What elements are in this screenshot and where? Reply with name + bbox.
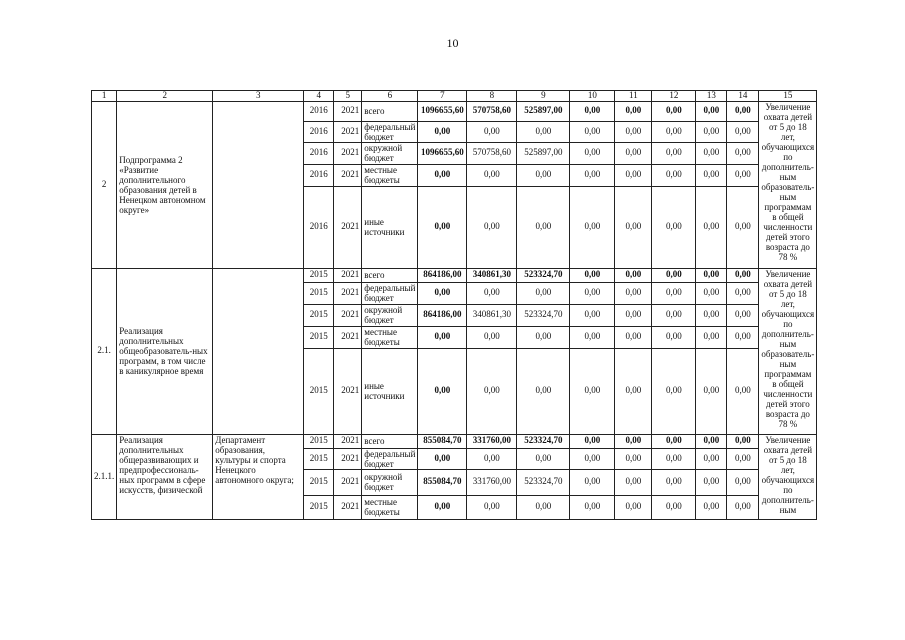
amount-cell: 0,00 [570, 121, 615, 142]
amount-cell: 0,00 [615, 304, 652, 326]
column-number: 6 [362, 91, 418, 102]
amount-cell: 0,00 [570, 282, 615, 304]
executor [213, 101, 304, 268]
funding-source: всего [362, 101, 418, 121]
item-name: Реализация дополнительных общеразвивающих и предпрофессиональ-ных программ в сфере искусств, физической [117, 434, 213, 519]
amount-cell: 0,00 [652, 164, 696, 186]
expected-result: Увеличение охвата детей от 5 до 18 лет, обучающихся по дополнитель-ным образователь-ным программам в общей численности детей этого возраста до 78 % [759, 268, 817, 434]
start-year: 2015 [304, 469, 334, 495]
table-row [92, 101, 817, 121]
start-year: 2015 [304, 448, 334, 469]
funding-source: иные источники [362, 186, 418, 268]
amount-cell: 0,00 [517, 186, 570, 268]
amount-cell: 0,00 [570, 448, 615, 469]
amount-cell: 0,00 [418, 495, 467, 519]
table-row [92, 434, 817, 448]
amount-cell: 0,00 [652, 304, 696, 326]
amount-cell: 0,00 [727, 101, 759, 121]
amount-cell: 0,00 [696, 326, 727, 348]
amount-cell: 0,00 [652, 121, 696, 142]
end-year: 2021 [334, 434, 362, 448]
start-year: 2015 [304, 348, 334, 434]
column-number: 12 [652, 91, 696, 102]
amount-cell: 0,00 [570, 469, 615, 495]
start-year: 2015 [304, 268, 334, 282]
amount-cell: 0,00 [615, 448, 652, 469]
end-year: 2021 [334, 282, 362, 304]
amount-cell: 0,00 [696, 434, 727, 448]
item-name: Подпрограмма 2 «Развитие дополнительного образования детей в Ненецком автономном округе» [117, 101, 213, 268]
funding-source: местные бюджеты [362, 326, 418, 348]
amount-cell: 0,00 [570, 348, 615, 434]
amount-cell: 0,00 [696, 348, 727, 434]
start-year: 2016 [304, 101, 334, 121]
start-year: 2016 [304, 121, 334, 142]
amount-cell: 0,00 [727, 448, 759, 469]
amount-cell: 0,00 [517, 348, 570, 434]
funding-source: окружной бюджет [362, 469, 418, 495]
amount-cell: 0,00 [418, 282, 467, 304]
amount-cell: 0,00 [467, 448, 517, 469]
amount-cell: 0,00 [570, 142, 615, 164]
amount-cell: 570758,60 [467, 142, 517, 164]
amount-cell: 0,00 [517, 121, 570, 142]
amount-cell: 0,00 [727, 326, 759, 348]
amount-cell: 0,00 [517, 326, 570, 348]
amount-cell: 525897,00 [517, 101, 570, 121]
amount-cell: 0,00 [467, 348, 517, 434]
amount-cell: 0,00 [727, 434, 759, 448]
amount-cell: 0,00 [570, 326, 615, 348]
start-year: 2015 [304, 282, 334, 304]
funding-source: федеральный бюджет [362, 448, 418, 469]
amount-cell: 0,00 [696, 164, 727, 186]
amount-cell: 0,00 [652, 142, 696, 164]
amount-cell: 0,00 [727, 348, 759, 434]
funding-source: окружной бюджет [362, 142, 418, 164]
amount-cell: 0,00 [615, 101, 652, 121]
column-number-row [92, 91, 817, 102]
amount-cell: 0,00 [418, 164, 467, 186]
amount-cell: 0,00 [418, 448, 467, 469]
amount-cell: 0,00 [652, 495, 696, 519]
amount-cell: 0,00 [727, 282, 759, 304]
amount-cell: 0,00 [570, 268, 615, 282]
amount-cell: 0,00 [570, 101, 615, 121]
amount-cell: 0,00 [615, 121, 652, 142]
amount-cell: 1096655,60 [418, 142, 467, 164]
amount-cell: 0,00 [467, 495, 517, 519]
amount-cell: 0,00 [615, 268, 652, 282]
amount-cell: 0,00 [418, 121, 467, 142]
amount-cell: 0,00 [467, 326, 517, 348]
column-number: 7 [418, 91, 467, 102]
amount-cell: 0,00 [517, 282, 570, 304]
column-number: 4 [304, 91, 334, 102]
start-year: 2016 [304, 186, 334, 268]
column-number: 1 [92, 91, 117, 102]
end-year: 2021 [334, 448, 362, 469]
amount-cell: 0,00 [696, 304, 727, 326]
amount-cell: 0,00 [696, 469, 727, 495]
amount-cell: 0,00 [652, 282, 696, 304]
start-year: 2015 [304, 326, 334, 348]
amount-cell: 0,00 [517, 495, 570, 519]
end-year: 2021 [334, 348, 362, 434]
amount-cell: 570758,60 [467, 101, 517, 121]
table-row [92, 268, 817, 282]
amount-cell: 0,00 [652, 186, 696, 268]
amount-cell: 855084,70 [418, 434, 467, 448]
amount-cell: 0,00 [570, 164, 615, 186]
item-number: 2.1. [92, 268, 117, 434]
amount-cell: 523324,70 [517, 268, 570, 282]
amount-cell: 0,00 [418, 326, 467, 348]
page-number: 10 [446, 36, 459, 50]
amount-cell: 0,00 [517, 448, 570, 469]
amount-cell: 0,00 [615, 142, 652, 164]
amount-cell: 0,00 [467, 282, 517, 304]
amount-cell: 0,00 [727, 304, 759, 326]
amount-cell: 864186,00 [418, 304, 467, 326]
amount-cell: 0,00 [615, 469, 652, 495]
end-year: 2021 [334, 326, 362, 348]
end-year: 2021 [334, 186, 362, 268]
amount-cell: 0,00 [570, 304, 615, 326]
amount-cell: 0,00 [570, 186, 615, 268]
amount-cell: 331760,00 [467, 469, 517, 495]
amount-cell: 0,00 [727, 495, 759, 519]
amount-cell: 855084,70 [418, 469, 467, 495]
amount-cell: 523324,70 [517, 304, 570, 326]
column-number: 15 [759, 91, 817, 102]
item-name: Реализация дополнительных общеобразователь-ных программ, в том числе в каникулярное время [117, 268, 213, 434]
amount-cell: 0,00 [652, 448, 696, 469]
item-number: 2.1.1. [92, 434, 117, 519]
amount-cell: 0,00 [696, 186, 727, 268]
amount-cell: 0,00 [615, 186, 652, 268]
amount-cell: 523324,70 [517, 469, 570, 495]
end-year: 2021 [334, 142, 362, 164]
start-year: 2015 [304, 495, 334, 519]
executor: Департамент образования, культуры и спорта Ненецкого автономного округа; [213, 434, 304, 519]
amount-cell: 0,00 [615, 282, 652, 304]
amount-cell: 0,00 [696, 282, 727, 304]
amount-cell: 331760,00 [467, 434, 517, 448]
amount-cell: 0,00 [727, 142, 759, 164]
amount-cell: 1096655,60 [418, 101, 467, 121]
amount-cell: 864186,00 [418, 268, 467, 282]
column-number: 13 [696, 91, 727, 102]
amount-cell: 0,00 [727, 186, 759, 268]
funding-source: местные бюджеты [362, 495, 418, 519]
amount-cell: 0,00 [467, 121, 517, 142]
amount-cell: 0,00 [696, 268, 727, 282]
start-year: 2016 [304, 142, 334, 164]
amount-cell: 0,00 [517, 164, 570, 186]
amount-cell: 0,00 [418, 186, 467, 268]
amount-cell: 0,00 [570, 495, 615, 519]
end-year: 2021 [334, 495, 362, 519]
amount-cell: 0,00 [652, 101, 696, 121]
funding-source: иные источники [362, 348, 418, 434]
column-number: 8 [467, 91, 517, 102]
budget-table [91, 90, 817, 520]
end-year: 2021 [334, 268, 362, 282]
item-number: 2 [92, 101, 117, 268]
funding-source: всего [362, 268, 418, 282]
amount-cell: 0,00 [418, 348, 467, 434]
column-number: 3 [213, 91, 304, 102]
start-year: 2015 [304, 434, 334, 448]
funding-source: окружной бюджет [362, 304, 418, 326]
column-number: 5 [334, 91, 362, 102]
amount-cell: 0,00 [696, 448, 727, 469]
end-year: 2021 [334, 304, 362, 326]
amount-cell: 523324,70 [517, 434, 570, 448]
amount-cell: 0,00 [696, 101, 727, 121]
end-year: 2021 [334, 469, 362, 495]
amount-cell: 0,00 [652, 326, 696, 348]
amount-cell: 0,00 [615, 495, 652, 519]
end-year: 2021 [334, 121, 362, 142]
amount-cell: 0,00 [467, 164, 517, 186]
amount-cell: 340861,30 [467, 268, 517, 282]
start-year: 2016 [304, 164, 334, 186]
amount-cell: 0,00 [467, 186, 517, 268]
amount-cell: 525897,00 [517, 142, 570, 164]
amount-cell: 0,00 [727, 469, 759, 495]
amount-cell: 0,00 [570, 434, 615, 448]
start-year: 2015 [304, 304, 334, 326]
amount-cell: 0,00 [615, 348, 652, 434]
column-number: 9 [517, 91, 570, 102]
funding-source: всего [362, 434, 418, 448]
amount-cell: 0,00 [615, 326, 652, 348]
column-number: 10 [570, 91, 615, 102]
amount-cell: 0,00 [696, 121, 727, 142]
amount-cell: 0,00 [696, 495, 727, 519]
executor [213, 268, 304, 434]
amount-cell: 0,00 [615, 434, 652, 448]
end-year: 2021 [334, 101, 362, 121]
column-number: 11 [615, 91, 652, 102]
column-number: 14 [727, 91, 759, 102]
amount-cell: 340861,30 [467, 304, 517, 326]
funding-source: федеральный бюджет [362, 121, 418, 142]
amount-cell: 0,00 [652, 348, 696, 434]
column-number: 2 [117, 91, 213, 102]
funding-source: местные бюджеты [362, 164, 418, 186]
amount-cell: 0,00 [652, 268, 696, 282]
amount-cell: 0,00 [727, 164, 759, 186]
expected-result: Увеличение охвата детей от 5 до 18 лет, обучающихся по дополнитель-ным [759, 434, 817, 519]
end-year: 2021 [334, 164, 362, 186]
amount-cell: 0,00 [652, 434, 696, 448]
amount-cell: 0,00 [652, 469, 696, 495]
amount-cell: 0,00 [727, 121, 759, 142]
amount-cell: 0,00 [615, 164, 652, 186]
funding-source: федеральный бюджет [362, 282, 418, 304]
amount-cell: 0,00 [727, 268, 759, 282]
amount-cell: 0,00 [696, 142, 727, 164]
expected-result: Увеличение охвата детей от 5 до 18 лет, обучающихся по дополнитель-ным образователь-ным программам в общей численности детей этого возраста до 78 % [759, 101, 817, 268]
